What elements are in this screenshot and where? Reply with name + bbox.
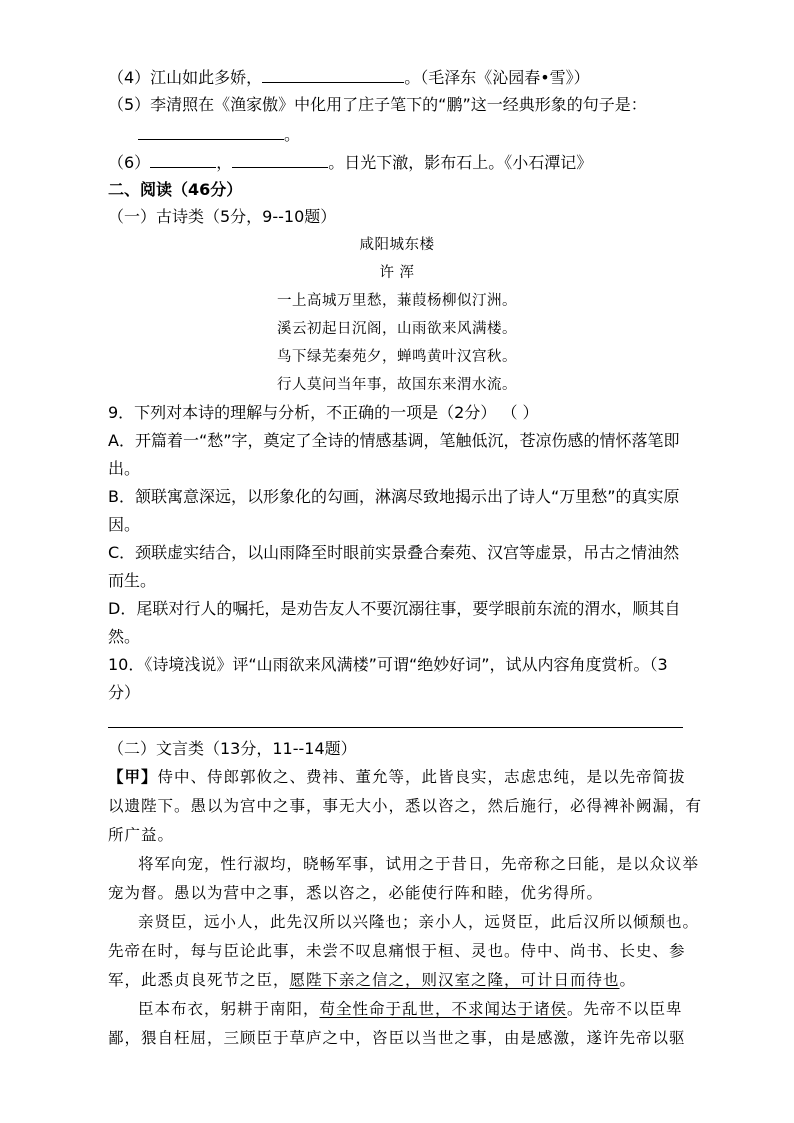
question-10-line-2: 分） xyxy=(108,683,141,702)
option-d-line-2: 然。 xyxy=(108,627,141,646)
passage-text: 侍中、侍郎郭攸之、费祎、董允等，此皆良实，志虑忠纯，是以先帝简拔 xyxy=(157,768,686,786)
question-9-stem: 9．下列对本诗的理解与分析，不正确的一项是（2分） （ ） xyxy=(108,403,539,422)
passage-line: 宠为督。愚以为营中之事，悉以咨之，必能使行阵和睦，优劣得所。 xyxy=(108,884,604,902)
option-c-line-1: C．颈联虚实结合，以山雨降至时眼前实景叠合秦苑、汉宫等虚景，吊古之情油然 xyxy=(108,543,680,562)
passage-text: 军，此悉贞良死节之臣， xyxy=(108,971,290,989)
passage-text: 。先帝不以臣卑 xyxy=(567,1000,683,1018)
option-d-line-1: D．尾联对行人的嘱托，是劝告友人不要沉溺往事，要学眼前东流的渭水，顺其自 xyxy=(108,599,681,618)
poem-line: 一上高城万里愁，蒹葭杨柳似汀洲。 xyxy=(277,293,517,309)
passage-line: 先帝在时，每与臣论此事，未尝不叹息痛恨于桓、灵也。侍中、尚书、长史、参 xyxy=(108,942,686,960)
q6-prefix: （6） xyxy=(108,153,151,172)
passage-jia-label: 【甲】 xyxy=(108,768,158,786)
underlined-sentence-1: 愿陛下亲之信之，则汉室之隆，可计日而待也 xyxy=(289,971,620,989)
q5-text: （5）李清照在《渔家傲》中化用了庄子笔下的“鹏”这一经典形象的句子是： xyxy=(108,95,647,114)
q6-answer-blank-2[interactable] xyxy=(232,151,328,168)
poem-line: 行人莫问当年事，故国东来渭水流。 xyxy=(277,377,517,393)
passage-line: 以遗陛下。愚以为宫中之事，事无大小，悉以咨之，然后施行，必得裨补阙漏，有 xyxy=(108,797,703,815)
section-2-heading: 二、阅读（46分） xyxy=(108,180,243,199)
passage-line: 鄙，猥自枉屈，三顾臣于草庐之中，咨臣以当世之事，由是感激，遂许先帝以驱 xyxy=(108,1029,686,1047)
passage-text: 。 xyxy=(619,971,637,989)
question-5 xyxy=(108,95,647,115)
part-2-heading: （二）文言类（13分，11--14题） xyxy=(108,739,357,758)
poem-line: 溪云初起日沉阁，山雨欲来风满楼。 xyxy=(277,321,517,337)
passage-line xyxy=(108,970,636,990)
question-10-line-1: 10．《诗境浅说》评“山雨欲来风满楼”可谓“绝妙好词”，试从内容角度赏析。（3 xyxy=(108,655,668,674)
answer-divider-line xyxy=(108,727,683,728)
q6-suffix: 。日光下澈，影布石上。《小石潭记》 xyxy=(328,153,593,172)
option-b-line-1: B．颔联寓意深远，以形象化的勾画，淋漓尽致地揭示出了诗人“万里愁”的真实原 xyxy=(108,487,680,506)
passage-line: 将军向宠，性行淑均，晓畅军事，试用之于昔日，先帝称之曰能，是以众议举 xyxy=(138,855,700,873)
option-c-line-2: 而生。 xyxy=(108,571,157,590)
poem-line: 鸟下绿芜秦苑夕，蝉鸣黄叶汉宫秋。 xyxy=(277,349,517,365)
question-6 xyxy=(108,151,592,173)
q4-prefix: （4）江山如此多娇， xyxy=(108,68,263,87)
passage-line xyxy=(138,999,683,1019)
option-a-line-2: 出。 xyxy=(108,459,141,478)
passage-line xyxy=(108,767,686,787)
poem-author: 许 浑 xyxy=(379,265,415,281)
part-1-heading: （一）古诗类（5分，9--10题） xyxy=(108,207,337,226)
q6-answer-blank-1[interactable] xyxy=(150,151,216,168)
passage-text: 臣本布衣，躬耕于南阳， xyxy=(138,1000,320,1018)
q5-suffix: 。 xyxy=(284,125,301,144)
poem-title: 咸阳城东楼 xyxy=(359,237,435,253)
passage-line: 亲贤臣，远小人，此先汉所以兴隆也；亲小人，远贤臣，此后汉所以倾颓也。 xyxy=(138,913,700,931)
q4-suffix: 。（毛泽东《沁园春•雪》） xyxy=(404,68,590,87)
option-b-line-2: 因。 xyxy=(108,515,141,534)
question-5-answer-line xyxy=(138,123,300,145)
option-a-line-1: A．开篇着一“愁”字，奠定了全诗的情感基调，笔触低沉，苍凉伤感的情怀落笔即 xyxy=(108,431,680,450)
passage-line: 所广益。 xyxy=(108,826,175,844)
q6-comma: ， xyxy=(216,153,233,172)
q4-answer-blank[interactable] xyxy=(262,66,404,83)
q5-answer-blank[interactable] xyxy=(138,123,284,140)
question-4 xyxy=(108,66,590,88)
underlined-sentence-2: 苟全性命于乱世，不求闻达于诸侯 xyxy=(319,1000,568,1018)
